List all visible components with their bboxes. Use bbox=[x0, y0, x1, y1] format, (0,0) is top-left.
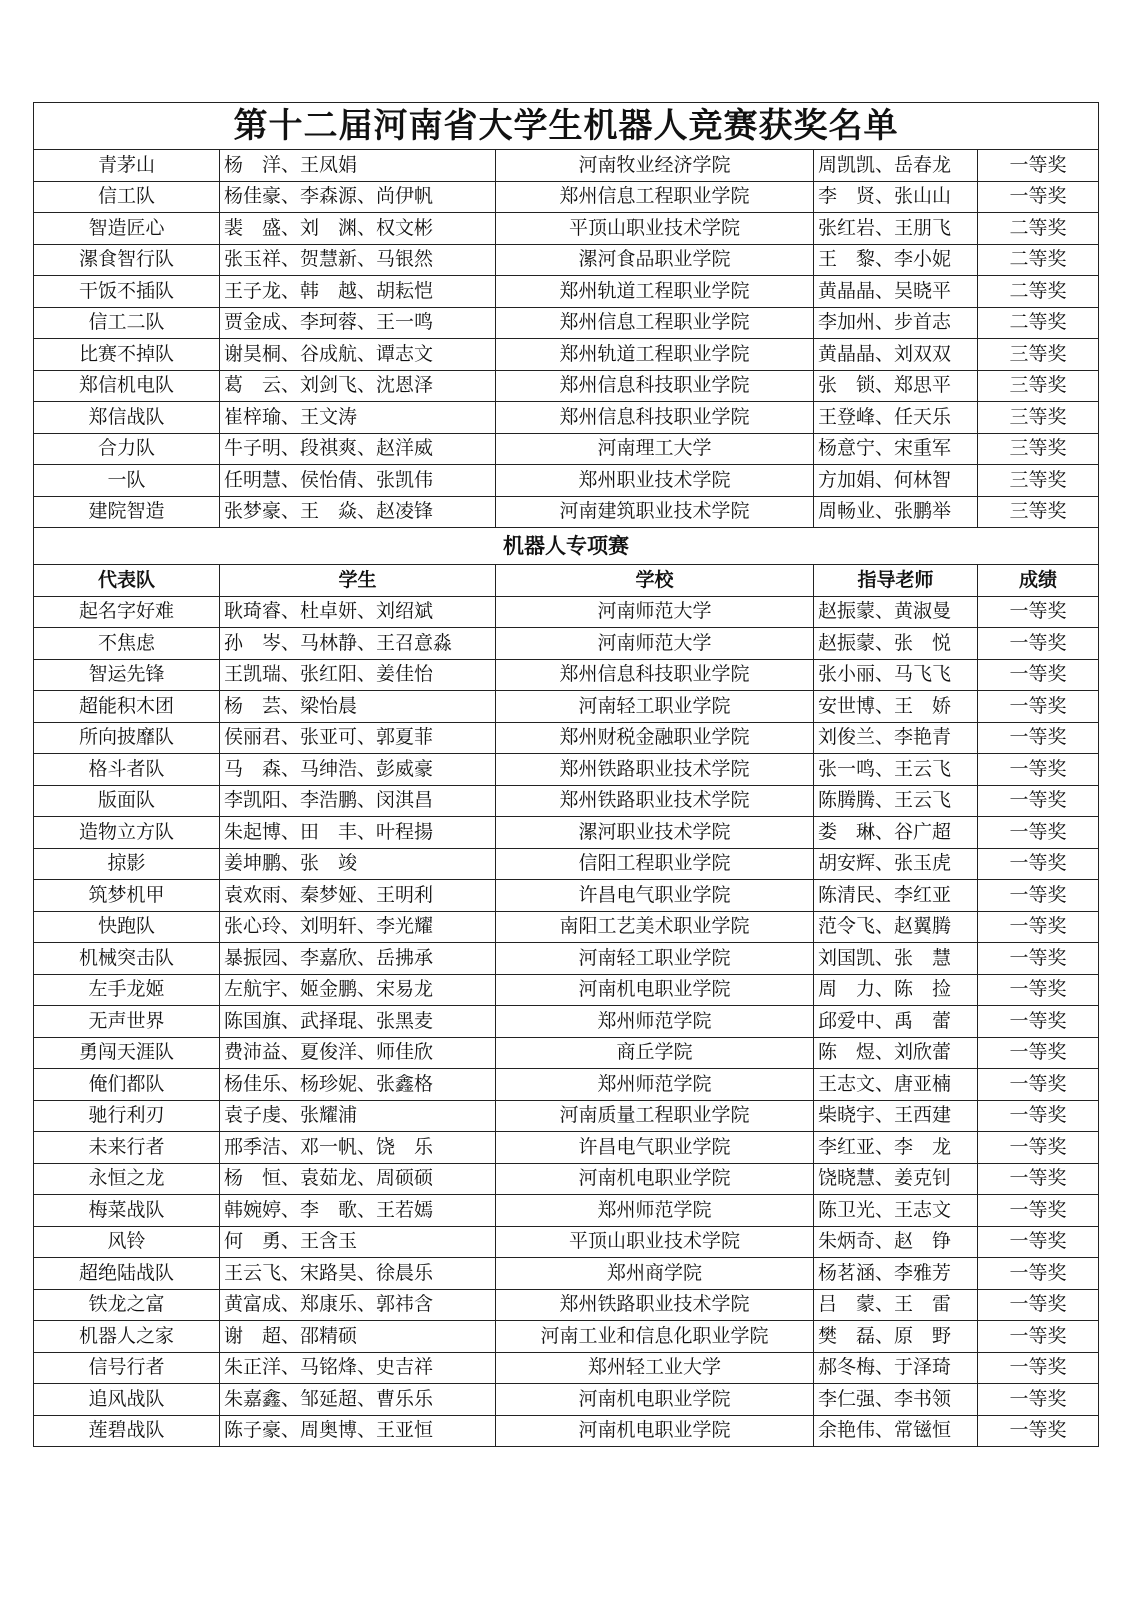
table-row bbox=[34, 1321, 1099, 1353]
result-cell: 一等奖 bbox=[978, 1352, 1099, 1384]
table-row bbox=[34, 1195, 1099, 1227]
school-cell: 郑州职业技术学院 bbox=[496, 465, 814, 497]
team-cell: 追风战队 bbox=[34, 1384, 220, 1416]
result-cell: 二等奖 bbox=[978, 276, 1099, 308]
team-cell: 合力队 bbox=[34, 433, 220, 465]
students-cell: 韩婉婷、李 歌、王若嫣 bbox=[220, 1195, 496, 1227]
teachers-cell: 黄晶晶、吴晓平 bbox=[814, 276, 978, 308]
table-row bbox=[34, 785, 1099, 817]
teachers-cell: 张 锁、郑思平 bbox=[814, 370, 978, 402]
teachers-cell: 郝冬梅、于泽琦 bbox=[814, 1352, 978, 1384]
students-cell: 黄富成、郑康乐、郭祎含 bbox=[220, 1289, 496, 1321]
table-row bbox=[34, 1258, 1099, 1290]
teachers-cell: 安世博、王 娇 bbox=[814, 691, 978, 723]
table-row bbox=[34, 213, 1099, 245]
table-row bbox=[34, 1384, 1099, 1416]
result-cell: 一等奖 bbox=[978, 1415, 1099, 1447]
table-row bbox=[34, 659, 1099, 691]
team-cell: 超能积木团 bbox=[34, 691, 220, 723]
team-cell: 永恒之龙 bbox=[34, 1163, 220, 1195]
team-cell: 智运先锋 bbox=[34, 659, 220, 691]
school-cell: 平顶山职业技术学院 bbox=[496, 213, 814, 245]
students-cell: 谢 超、邵精硕 bbox=[220, 1321, 496, 1353]
result-cell: 一等奖 bbox=[978, 974, 1099, 1006]
team-cell: 超绝陆战队 bbox=[34, 1258, 220, 1290]
title-row bbox=[34, 103, 1099, 150]
award-list-sheet bbox=[33, 102, 1098, 1447]
students-cell: 朱正洋、马铭烽、史吉祥 bbox=[220, 1352, 496, 1384]
students-cell: 李凯阳、李浩鹏、闵淇昌 bbox=[220, 785, 496, 817]
result-cell: 一等奖 bbox=[978, 1384, 1099, 1416]
school-cell: 河南师范大学 bbox=[496, 596, 814, 628]
table-row bbox=[34, 1163, 1099, 1195]
table-row bbox=[34, 1037, 1099, 1069]
team-cell: 比赛不掉队 bbox=[34, 339, 220, 371]
students-cell: 崔梓瑜、王文涛 bbox=[220, 402, 496, 434]
column-header: 成绩 bbox=[978, 565, 1099, 597]
result-cell: 一等奖 bbox=[978, 1069, 1099, 1101]
students-cell: 马 森、马绅浩、彭威豪 bbox=[220, 754, 496, 786]
page-title: 第十二届河南省大学生机器人竞赛获奖名单 bbox=[34, 103, 1099, 150]
school-cell: 河南轻工职业学院 bbox=[496, 943, 814, 975]
teachers-cell: 李 贤、张山山 bbox=[814, 181, 978, 213]
result-cell: 一等奖 bbox=[978, 150, 1099, 182]
teachers-cell: 樊 磊、原 野 bbox=[814, 1321, 978, 1353]
school-cell: 郑州轨道工程职业学院 bbox=[496, 339, 814, 371]
team-cell: 掠影 bbox=[34, 848, 220, 880]
students-cell: 侯丽君、张亚可、郭夏菲 bbox=[220, 722, 496, 754]
table-row bbox=[34, 943, 1099, 975]
table-row bbox=[34, 370, 1099, 402]
table-row bbox=[34, 496, 1099, 528]
teachers-cell: 刘俊兰、李艳青 bbox=[814, 722, 978, 754]
table-row bbox=[34, 911, 1099, 943]
result-cell: 一等奖 bbox=[978, 1132, 1099, 1164]
section-title: 机器人专项赛 bbox=[34, 528, 1099, 565]
result-cell: 三等奖 bbox=[978, 370, 1099, 402]
teachers-cell: 黄晶晶、刘双双 bbox=[814, 339, 978, 371]
school-cell: 平顶山职业技术学院 bbox=[496, 1226, 814, 1258]
students-cell: 朱起博、田 丰、叶程揚 bbox=[220, 817, 496, 849]
teachers-cell: 周 力、陈 捡 bbox=[814, 974, 978, 1006]
table-row bbox=[34, 1006, 1099, 1038]
students-cell: 袁子虔、张耀浦 bbox=[220, 1100, 496, 1132]
students-cell: 任明慧、侯怡倩、张凯伟 bbox=[220, 465, 496, 497]
school-cell: 河南工业和信息化职业学院 bbox=[496, 1321, 814, 1353]
school-cell: 郑州信息工程职业学院 bbox=[496, 307, 814, 339]
header-row bbox=[34, 565, 1099, 597]
column-header: 代表队 bbox=[34, 565, 220, 597]
school-cell: 河南机电职业学院 bbox=[496, 974, 814, 1006]
column-header: 学校 bbox=[496, 565, 814, 597]
school-cell: 许昌电气职业学院 bbox=[496, 1132, 814, 1164]
team-cell: 版面队 bbox=[34, 785, 220, 817]
teachers-cell: 李仁强、李书领 bbox=[814, 1384, 978, 1416]
teachers-cell: 陈腾腾、王云飞 bbox=[814, 785, 978, 817]
school-cell: 郑州铁路职业技术学院 bbox=[496, 785, 814, 817]
school-cell: 郑州铁路职业技术学院 bbox=[496, 1289, 814, 1321]
result-cell: 一等奖 bbox=[978, 817, 1099, 849]
school-cell: 郑州师范学院 bbox=[496, 1006, 814, 1038]
table-row bbox=[34, 181, 1099, 213]
school-cell: 郑州财税金融职业学院 bbox=[496, 722, 814, 754]
students-cell: 王云飞、宋路昊、徐晨乐 bbox=[220, 1258, 496, 1290]
team-cell: 青茅山 bbox=[34, 150, 220, 182]
students-cell: 杨 芸、梁怡晨 bbox=[220, 691, 496, 723]
students-cell: 朱嘉鑫、邹延超、曹乐乐 bbox=[220, 1384, 496, 1416]
result-cell: 三等奖 bbox=[978, 433, 1099, 465]
school-cell: 漯河食品职业学院 bbox=[496, 244, 814, 276]
teachers-cell: 柴晓宇、王西建 bbox=[814, 1100, 978, 1132]
table-row bbox=[34, 691, 1099, 723]
teachers-cell: 方加娟、何林智 bbox=[814, 465, 978, 497]
students-cell: 杨 恒、袁茹龙、周硕硕 bbox=[220, 1163, 496, 1195]
school-cell: 河南轻工职业学院 bbox=[496, 691, 814, 723]
result-cell: 一等奖 bbox=[978, 754, 1099, 786]
teachers-cell: 杨意宁、宋重军 bbox=[814, 433, 978, 465]
students-cell: 孙 岑、马林静、王召意淼 bbox=[220, 628, 496, 660]
result-cell: 一等奖 bbox=[978, 596, 1099, 628]
table-row bbox=[34, 1100, 1099, 1132]
result-cell: 二等奖 bbox=[978, 244, 1099, 276]
table-row bbox=[34, 880, 1099, 912]
result-cell: 一等奖 bbox=[978, 943, 1099, 975]
school-cell: 河南机电职业学院 bbox=[496, 1163, 814, 1195]
result-cell: 一等奖 bbox=[978, 880, 1099, 912]
students-cell: 杨 洋、王凤娟 bbox=[220, 150, 496, 182]
result-cell: 三等奖 bbox=[978, 402, 1099, 434]
students-cell: 贾金成、李珂蓉、王一鸣 bbox=[220, 307, 496, 339]
school-cell: 南阳工艺美术职业学院 bbox=[496, 911, 814, 943]
table-row bbox=[34, 1132, 1099, 1164]
team-cell: 不焦虑 bbox=[34, 628, 220, 660]
teachers-cell: 王登峰、任天乐 bbox=[814, 402, 978, 434]
school-cell: 商丘学院 bbox=[496, 1037, 814, 1069]
result-cell: 一等奖 bbox=[978, 1100, 1099, 1132]
table-row bbox=[34, 244, 1099, 276]
teachers-cell: 刘国凯、张 慧 bbox=[814, 943, 978, 975]
team-cell: 左手龙姬 bbox=[34, 974, 220, 1006]
school-cell: 郑州师范学院 bbox=[496, 1195, 814, 1227]
teachers-cell: 李加州、步首志 bbox=[814, 307, 978, 339]
school-cell: 郑州轻工业大学 bbox=[496, 1352, 814, 1384]
team-cell: 筑梦机甲 bbox=[34, 880, 220, 912]
school-cell: 郑州信息科技职业学院 bbox=[496, 402, 814, 434]
team-cell: 俺们都队 bbox=[34, 1069, 220, 1101]
school-cell: 河南质量工程职业学院 bbox=[496, 1100, 814, 1132]
school-cell: 河南建筑职业技术学院 bbox=[496, 496, 814, 528]
team-cell: 郑信战队 bbox=[34, 402, 220, 434]
table-row bbox=[34, 150, 1099, 182]
team-cell: 建院智造 bbox=[34, 496, 220, 528]
result-cell: 一等奖 bbox=[978, 1163, 1099, 1195]
team-cell: 快跑队 bbox=[34, 911, 220, 943]
table-row bbox=[34, 1352, 1099, 1384]
team-cell: 铁龙之富 bbox=[34, 1289, 220, 1321]
column-header: 指导老师 bbox=[814, 565, 978, 597]
team-cell: 干饭不插队 bbox=[34, 276, 220, 308]
table-row bbox=[34, 307, 1099, 339]
table-row bbox=[34, 848, 1099, 880]
students-cell: 张心玲、刘明轩、李光耀 bbox=[220, 911, 496, 943]
students-cell: 杨佳乐、杨珍妮、张鑫格 bbox=[220, 1069, 496, 1101]
students-cell: 费沛益、夏俊洋、师佳欣 bbox=[220, 1037, 496, 1069]
table-row bbox=[34, 628, 1099, 660]
team-cell: 信工队 bbox=[34, 181, 220, 213]
table-row bbox=[34, 754, 1099, 786]
result-cell: 三等奖 bbox=[978, 465, 1099, 497]
school-cell: 郑州师范学院 bbox=[496, 1069, 814, 1101]
school-cell: 河南机电职业学院 bbox=[496, 1384, 814, 1416]
result-cell: 二等奖 bbox=[978, 213, 1099, 245]
result-cell: 一等奖 bbox=[978, 1258, 1099, 1290]
result-cell: 一等奖 bbox=[978, 848, 1099, 880]
team-cell: 漯食智行队 bbox=[34, 244, 220, 276]
students-cell: 陈子豪、周奥博、王亚恒 bbox=[220, 1415, 496, 1447]
result-cell: 一等奖 bbox=[978, 1195, 1099, 1227]
teachers-cell: 王志文、唐亚楠 bbox=[814, 1069, 978, 1101]
teachers-cell: 余艳伟、常镃恒 bbox=[814, 1415, 978, 1447]
team-cell: 郑信机电队 bbox=[34, 370, 220, 402]
school-cell: 漯河职业技术学院 bbox=[496, 817, 814, 849]
school-cell: 郑州信息工程职业学院 bbox=[496, 181, 814, 213]
school-cell: 许昌电气职业学院 bbox=[496, 880, 814, 912]
result-cell: 二等奖 bbox=[978, 307, 1099, 339]
result-cell: 一等奖 bbox=[978, 1226, 1099, 1258]
students-cell: 何 勇、王含玉 bbox=[220, 1226, 496, 1258]
teachers-cell: 张红岩、王朋飞 bbox=[814, 213, 978, 245]
students-cell: 姜坤鹏、张 竣 bbox=[220, 848, 496, 880]
teachers-cell: 赵振蒙、黄淑曼 bbox=[814, 596, 978, 628]
teachers-cell: 杨茗涵、李雅芳 bbox=[814, 1258, 978, 1290]
school-cell: 郑州信息科技职业学院 bbox=[496, 370, 814, 402]
students-cell: 葛 云、刘剑飞、沈恩泽 bbox=[220, 370, 496, 402]
result-cell: 三等奖 bbox=[978, 496, 1099, 528]
teachers-cell: 李红亚、李 龙 bbox=[814, 1132, 978, 1164]
team-cell: 驰行利刃 bbox=[34, 1100, 220, 1132]
team-cell: 梅菜战队 bbox=[34, 1195, 220, 1227]
school-cell: 河南牧业经济学院 bbox=[496, 150, 814, 182]
result-cell: 一等奖 bbox=[978, 659, 1099, 691]
school-cell: 河南理工大学 bbox=[496, 433, 814, 465]
school-cell: 郑州铁路职业技术学院 bbox=[496, 754, 814, 786]
team-cell: 起名字好难 bbox=[34, 596, 220, 628]
team-cell: 机器人之家 bbox=[34, 1321, 220, 1353]
table-row bbox=[34, 1226, 1099, 1258]
team-cell: 造物立方队 bbox=[34, 817, 220, 849]
table-row bbox=[34, 465, 1099, 497]
teachers-cell: 范令飞、赵翼腾 bbox=[814, 911, 978, 943]
students-cell: 袁欢雨、秦梦娅、王明利 bbox=[220, 880, 496, 912]
team-cell: 所向披靡队 bbox=[34, 722, 220, 754]
team-cell: 无声世界 bbox=[34, 1006, 220, 1038]
table-row bbox=[34, 1069, 1099, 1101]
table-row bbox=[34, 596, 1099, 628]
team-cell: 格斗者队 bbox=[34, 754, 220, 786]
table-row bbox=[34, 1289, 1099, 1321]
teachers-cell: 胡安辉、张玉虎 bbox=[814, 848, 978, 880]
table-row bbox=[34, 433, 1099, 465]
teachers-cell: 王 黎、李小妮 bbox=[814, 244, 978, 276]
school-cell: 河南机电职业学院 bbox=[496, 1415, 814, 1447]
team-cell: 信号行者 bbox=[34, 1352, 220, 1384]
column-header: 学生 bbox=[220, 565, 496, 597]
school-cell: 河南师范大学 bbox=[496, 628, 814, 660]
award-table bbox=[33, 102, 1099, 1447]
school-cell: 郑州轨道工程职业学院 bbox=[496, 276, 814, 308]
students-cell: 杨佳豪、李森源、尚伊帆 bbox=[220, 181, 496, 213]
teachers-cell: 赵振蒙、张 悦 bbox=[814, 628, 978, 660]
students-cell: 暴振园、李嘉欣、岳拂承 bbox=[220, 943, 496, 975]
team-cell: 风铃 bbox=[34, 1226, 220, 1258]
table-row bbox=[34, 974, 1099, 1006]
result-cell: 一等奖 bbox=[978, 1037, 1099, 1069]
teachers-cell: 陈清民、李红亚 bbox=[814, 880, 978, 912]
team-cell: 智造匠心 bbox=[34, 213, 220, 245]
students-cell: 牛子明、段祺爽、赵洋威 bbox=[220, 433, 496, 465]
teachers-cell: 邱爱中、禹 蕾 bbox=[814, 1006, 978, 1038]
team-cell: 未来行者 bbox=[34, 1132, 220, 1164]
result-cell: 一等奖 bbox=[978, 911, 1099, 943]
table-row bbox=[34, 722, 1099, 754]
teachers-cell: 吕 蒙、王 雷 bbox=[814, 1289, 978, 1321]
teachers-cell: 饶晓慧、姜克钊 bbox=[814, 1163, 978, 1195]
teachers-cell: 张小丽、马飞飞 bbox=[814, 659, 978, 691]
students-cell: 左航宇、姬金鹏、宋易龙 bbox=[220, 974, 496, 1006]
result-cell: 三等奖 bbox=[978, 339, 1099, 371]
students-cell: 耿琦睿、杜卓妍、刘绍斌 bbox=[220, 596, 496, 628]
teachers-cell: 周凯凯、岳春龙 bbox=[814, 150, 978, 182]
school-cell: 郑州信息科技职业学院 bbox=[496, 659, 814, 691]
result-cell: 一等奖 bbox=[978, 722, 1099, 754]
team-cell: 信工二队 bbox=[34, 307, 220, 339]
school-cell: 信阳工程职业学院 bbox=[496, 848, 814, 880]
teachers-cell: 朱炳奇、赵 铮 bbox=[814, 1226, 978, 1258]
table-row bbox=[34, 1415, 1099, 1447]
result-cell: 一等奖 bbox=[978, 1006, 1099, 1038]
students-cell: 谢昊桐、谷成航、谭志文 bbox=[220, 339, 496, 371]
result-cell: 一等奖 bbox=[978, 628, 1099, 660]
students-cell: 张玉祥、贺慧新、马银然 bbox=[220, 244, 496, 276]
students-cell: 王子龙、韩 越、胡耘恺 bbox=[220, 276, 496, 308]
team-cell: 勇闯天涯队 bbox=[34, 1037, 220, 1069]
result-cell: 一等奖 bbox=[978, 691, 1099, 723]
result-cell: 一等奖 bbox=[978, 1321, 1099, 1353]
team-cell: 莲碧战队 bbox=[34, 1415, 220, 1447]
school-cell: 郑州商学院 bbox=[496, 1258, 814, 1290]
result-cell: 一等奖 bbox=[978, 1289, 1099, 1321]
students-cell: 王凯瑞、张红阳、姜佳怡 bbox=[220, 659, 496, 691]
students-cell: 裴 盛、刘 渊、权文彬 bbox=[220, 213, 496, 245]
students-cell: 邢季洁、邓一帆、饶 乐 bbox=[220, 1132, 496, 1164]
table-row bbox=[34, 276, 1099, 308]
team-cell: 机械突击队 bbox=[34, 943, 220, 975]
teachers-cell: 陈 煜、刘欣蕾 bbox=[814, 1037, 978, 1069]
teachers-cell: 张一鸣、王云飞 bbox=[814, 754, 978, 786]
teachers-cell: 娄 琳、谷广超 bbox=[814, 817, 978, 849]
teachers-cell: 陈卫光、王志文 bbox=[814, 1195, 978, 1227]
team-cell: 一队 bbox=[34, 465, 220, 497]
students-cell: 张梦豪、王 焱、赵凌锋 bbox=[220, 496, 496, 528]
result-cell: 一等奖 bbox=[978, 785, 1099, 817]
table-row bbox=[34, 339, 1099, 371]
table-row bbox=[34, 402, 1099, 434]
table-row bbox=[34, 817, 1099, 849]
result-cell: 一等奖 bbox=[978, 181, 1099, 213]
teachers-cell: 周畅业、张鹏举 bbox=[814, 496, 978, 528]
section-title-row bbox=[34, 528, 1099, 565]
students-cell: 陈国旗、武择琨、张黑麦 bbox=[220, 1006, 496, 1038]
